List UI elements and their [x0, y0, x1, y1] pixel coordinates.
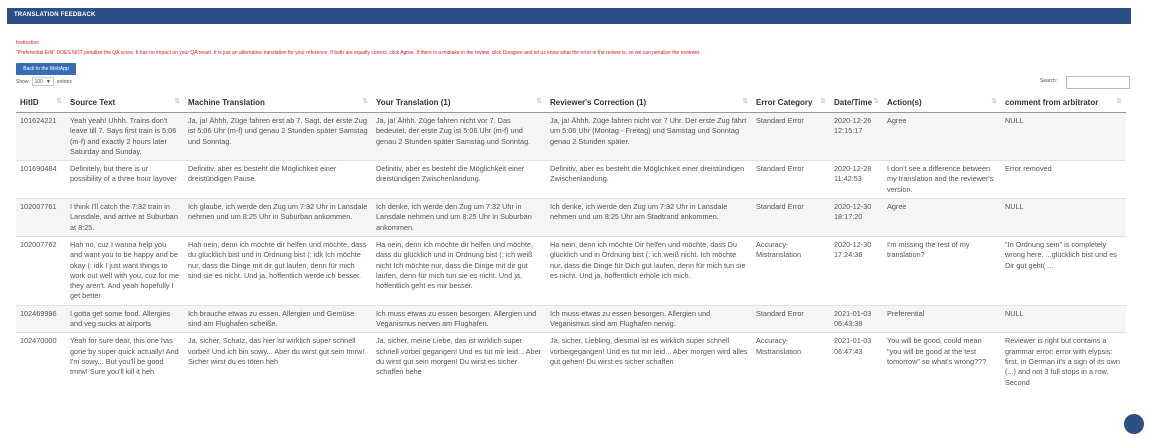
cell-machine-translation: Ich brauche etwas zu essen. Allergien und Gemüse sind am Flughafen scheiße.	[184, 305, 372, 333]
table-row	[16, 161, 1126, 199]
table-row	[16, 113, 1126, 161]
cell-hitid: 102469996	[16, 305, 66, 333]
column-header-hitid[interactable]: HitID ⇅	[16, 92, 66, 113]
entries-length-control	[16, 77, 72, 86]
cell-error-category: Accuracy-Mistranslation	[752, 333, 830, 391]
column-header-actions[interactable]: Action(s) ⇅	[883, 92, 1001, 113]
cell-error-category: Accuracy-Mistranslation	[752, 236, 830, 305]
cell-reviewers-correction: Ha nein, denn ich möchte Dir helfen und möchte, dass Du glücklich und in Ordnung bist (: ich weiß nicht. Ich möchte nur, dass die Dinge für Dich gut laufen, denn für mich tun sie es nicht. Und ja, hoffentlich erhole ich mich.	[546, 236, 752, 305]
cell-hitid: 102007761	[16, 199, 66, 237]
cell-source-text: Yeah yeah! Uhhh. Trains don't leave till 7. Says first train is 5:06 (m-f) and exactly 2 hours later Saturday and Sunday.	[66, 113, 184, 161]
table-row	[16, 236, 1126, 305]
column-header-your-translation[interactable]: Your Translation (1) ⇅	[372, 92, 546, 113]
cell-your-translation: Ich denke, ich werde den Zug um 7:32 Uhr in Lansdale nehmen und um 8:25 Uhr in Suburban ankommen.	[372, 199, 546, 237]
cell-reviewers-correction: Definitiv, aber es besteht die Möglichkeit einer dreistündigen Zwischenlandung.	[546, 161, 752, 199]
sort-icon: ⇅	[991, 98, 997, 105]
sort-icon: ⇅	[174, 98, 180, 105]
column-header-date-time[interactable]: Date/Time ⇅	[830, 92, 883, 113]
cell-hitid: 102007762	[16, 236, 66, 305]
cell-date-time: 2020-12-26 12:15:17	[830, 113, 883, 161]
table-header-row	[16, 92, 1126, 113]
cell-actions: I'm missing the rest of my translation?	[883, 236, 1001, 305]
sort-icon: ⇅	[742, 98, 748, 105]
cell-your-translation: Ja, sicher, meine Liebe, das ist wirklich super schnell vorbei gegangen! Und es tut mir leid... Aber du wirst gut sein morgen! Du wirst es sicher schaffen hehe	[372, 333, 546, 391]
column-header-error-category[interactable]: Error Category ⇅	[752, 92, 830, 113]
cell-reviewers-correction: Ich denke, ich werde den Zug um 7:32 Uhr in Lansdale nehmen und um 8:25 Uhr am Stadtrand ankommen.	[546, 199, 752, 237]
cell-comment-from-arbitrator: NULL	[1001, 113, 1126, 161]
entries-select-value: 100	[34, 78, 43, 85]
sort-icon: ⇅	[362, 98, 368, 105]
cell-actions: You will be good, could mean "you will be good at the test tomorrow" so what's wrong???	[883, 333, 1001, 391]
scroll-button[interactable]	[1124, 414, 1144, 434]
cell-comment-from-arbitrator: "In Ordnung sein" is completely wrong here. ...glücklich bist und es Dir gut geht( ...	[1001, 236, 1126, 305]
cell-hitid: 101624221	[16, 113, 66, 161]
search-label: Search:	[1040, 78, 1058, 84]
cell-hitid: 102470000	[16, 333, 66, 391]
cell-source-text: I think I'll catch the 7:32 train in Lansdale, and arrive at Suburban at 8:25.	[66, 199, 184, 237]
column-header-source-text[interactable]: Source Text ⇅	[66, 92, 184, 113]
cell-comment-from-arbitrator: NULL	[1001, 305, 1126, 333]
cell-your-translation: Ha nein, denn ich möchte dir helfen und möchte, dass du glücklich und in Ordnung bist (: ich weiß nicht Ich möchte nur, dass die Dinge mit dir gut laufen, denn für mich tun sie es nicht. Und ja, hoffentlich geht es mir besser.	[372, 236, 546, 305]
cell-comment-from-arbitrator: NULL	[1001, 199, 1126, 237]
cell-machine-translation: Ja, sicher, Schatz, das hier ist wirklich super schnell vorbei! Und ich bin sowy... Aber du wirst gut sein tmrw! Sicher wirst du es töten heh	[184, 333, 372, 391]
cell-source-text: Definitely, but there is ur possibility of a three hour layover	[66, 161, 184, 199]
instruction-text: "Preferential Edit" DOES NOT penalize the QA score. It has no impact on your QA result. It is just an alternative translation for your reference. If both are equally correct, click Agree. If there is a mistake in the review, click Disagree and let us know what the error in the review is, so we can penalize the reviewer.	[16, 50, 701, 56]
cell-hitid: 101690484	[16, 161, 66, 199]
cell-error-category: Standard Error	[752, 305, 830, 333]
cell-reviewers-correction: Ja, ja! Ähhh. Züge fahren nicht vor 7 Uhr. Der erste Zug fährt um 5:06 Uhr (Montag - Freitag) und Samstag und Sonntag genau 2 Stunden später.	[546, 113, 752, 161]
cell-source-text: Yeah for sure dear, this one has gone by super quick actually! And I'm sowy... But you'll be good tmrw! Sure you'll kill it heh	[66, 333, 184, 391]
cell-error-category: Standard Error	[752, 113, 830, 161]
page-title: TRANSLATION FEEDBACK	[14, 12, 96, 18]
cell-actions: I don't see a difference between my translation and the reviewer's version.	[883, 161, 1001, 199]
column-header-machine-translation[interactable]: Machine Translation ⇅	[184, 92, 372, 113]
cell-reviewers-correction: Ja, sicher, Liebling, diesmal ist es wirklich super schnell vorbeigegangen! Und es tut mir leid... Aber morgen wird alles gut gehen! Du wirst es sicher schaffen	[546, 333, 752, 391]
cell-source-text: I gotta get some food. Allergies and veg sucks at airports	[66, 305, 184, 333]
cell-reviewers-correction: Ich muss etwas zu essen besorgen. Allergien und Veganismus sind am Flughafen nervig.	[546, 305, 752, 333]
entries-select[interactable]	[32, 77, 54, 86]
cell-comment-from-arbitrator: Error removed	[1001, 161, 1126, 199]
cell-actions: Agree	[883, 199, 1001, 237]
cell-machine-translation: Ja, ja! Ähhh. Züge fahren erst ab 7. Sagt, der erste Zug ist 5:06 Uhr (m-f) und genau 2 Stunden später Samstag und Sonntag.	[184, 113, 372, 161]
cell-date-time: 2020-12-28 11:42:53	[830, 161, 883, 199]
cell-actions: Agree	[883, 113, 1001, 161]
page-header-bar	[7, 8, 1131, 24]
cell-date-time: 2020-12-30 18:17:20	[830, 199, 883, 237]
cell-your-translation: Ja, ja! Ähhh. Züge fahren nicht vor 7. Das bedeutet, der erste Zug ist 5:06 Uhr (m-f) und genau 2 Stunden später Samstag und Sonntag.	[372, 113, 546, 161]
entries-label: entries	[56, 78, 72, 85]
cell-machine-translation: Definitiv, aber es besteht die Möglichkeit einer dreistündigen Pause.	[184, 161, 372, 199]
cell-error-category: Standard Error	[752, 161, 830, 199]
show-label: Show	[16, 78, 29, 85]
cell-error-category: Standard Error	[752, 199, 830, 237]
cell-comment-from-arbitrator: Reviewer is right but contains a grammar error: error with elypsis: first, in German it's a sign of its own (...) and not 3 full stops in a row. Second	[1001, 333, 1126, 391]
sort-icon: ⇅	[873, 98, 879, 105]
cell-actions: Preferential	[883, 305, 1001, 333]
table-row	[16, 199, 1126, 237]
cell-machine-translation: Hah nein, denn ich möchte dir helfen und möchte, dass du glücklich bist und in Ordnung bist (: idk Ich möchte nur, dass die Dinge mit dir gut laufen, denn für mich sind sie es nicht. Und ja, hoffentlich werde ich besser.	[184, 236, 372, 305]
table-row	[16, 305, 1126, 333]
cell-date-time: 2021-01-03 06:47:43	[830, 333, 883, 391]
cell-machine-translation: Ich glaube, ich werde den Zug um 7:32 Uhr in Lansdale nehmen und um 8:25 Uhr in Suburban ankommen.	[184, 199, 372, 237]
cell-your-translation: Ich muss etwas zu essen besorgen. Allergien und Veganismus nerven am Flughafen.	[372, 305, 546, 333]
column-header-comment-from-arbitrator[interactable]: comment from arbitrator ⇅	[1001, 92, 1126, 113]
search-input[interactable]	[1066, 76, 1130, 89]
feedback-table	[16, 92, 1126, 391]
table-row	[16, 333, 1126, 391]
column-header-reviewers-correction[interactable]: Reviewer's Correction (1) ⇅	[546, 92, 752, 113]
cell-date-time: 2021-01-03 06:43:38	[830, 305, 883, 333]
cell-your-translation: Definitiv, aber es besteht die Möglichkeit einer dreistündigen Zwischenlandung.	[372, 161, 546, 199]
sort-icon: ⇅	[536, 98, 542, 105]
back-to-webapp-button[interactable]: Back to the WebApp	[16, 63, 76, 75]
sort-icon: ⇅	[56, 98, 62, 105]
sort-icon: ⇅	[820, 98, 826, 105]
chevron-down-icon: ▼	[45, 78, 51, 85]
cell-date-time: 2020-12-30 17:24:36	[830, 236, 883, 305]
sort-icon: ⇅	[1116, 98, 1122, 105]
cell-source-text: Hah no, cuz I wanna help you and want you to be happy and be okay (: idk I just want things to work out well with you, cuz for me they aren't. And yeah hopefully I get better	[66, 236, 184, 305]
instruction-label: Instruction	[16, 40, 40, 46]
